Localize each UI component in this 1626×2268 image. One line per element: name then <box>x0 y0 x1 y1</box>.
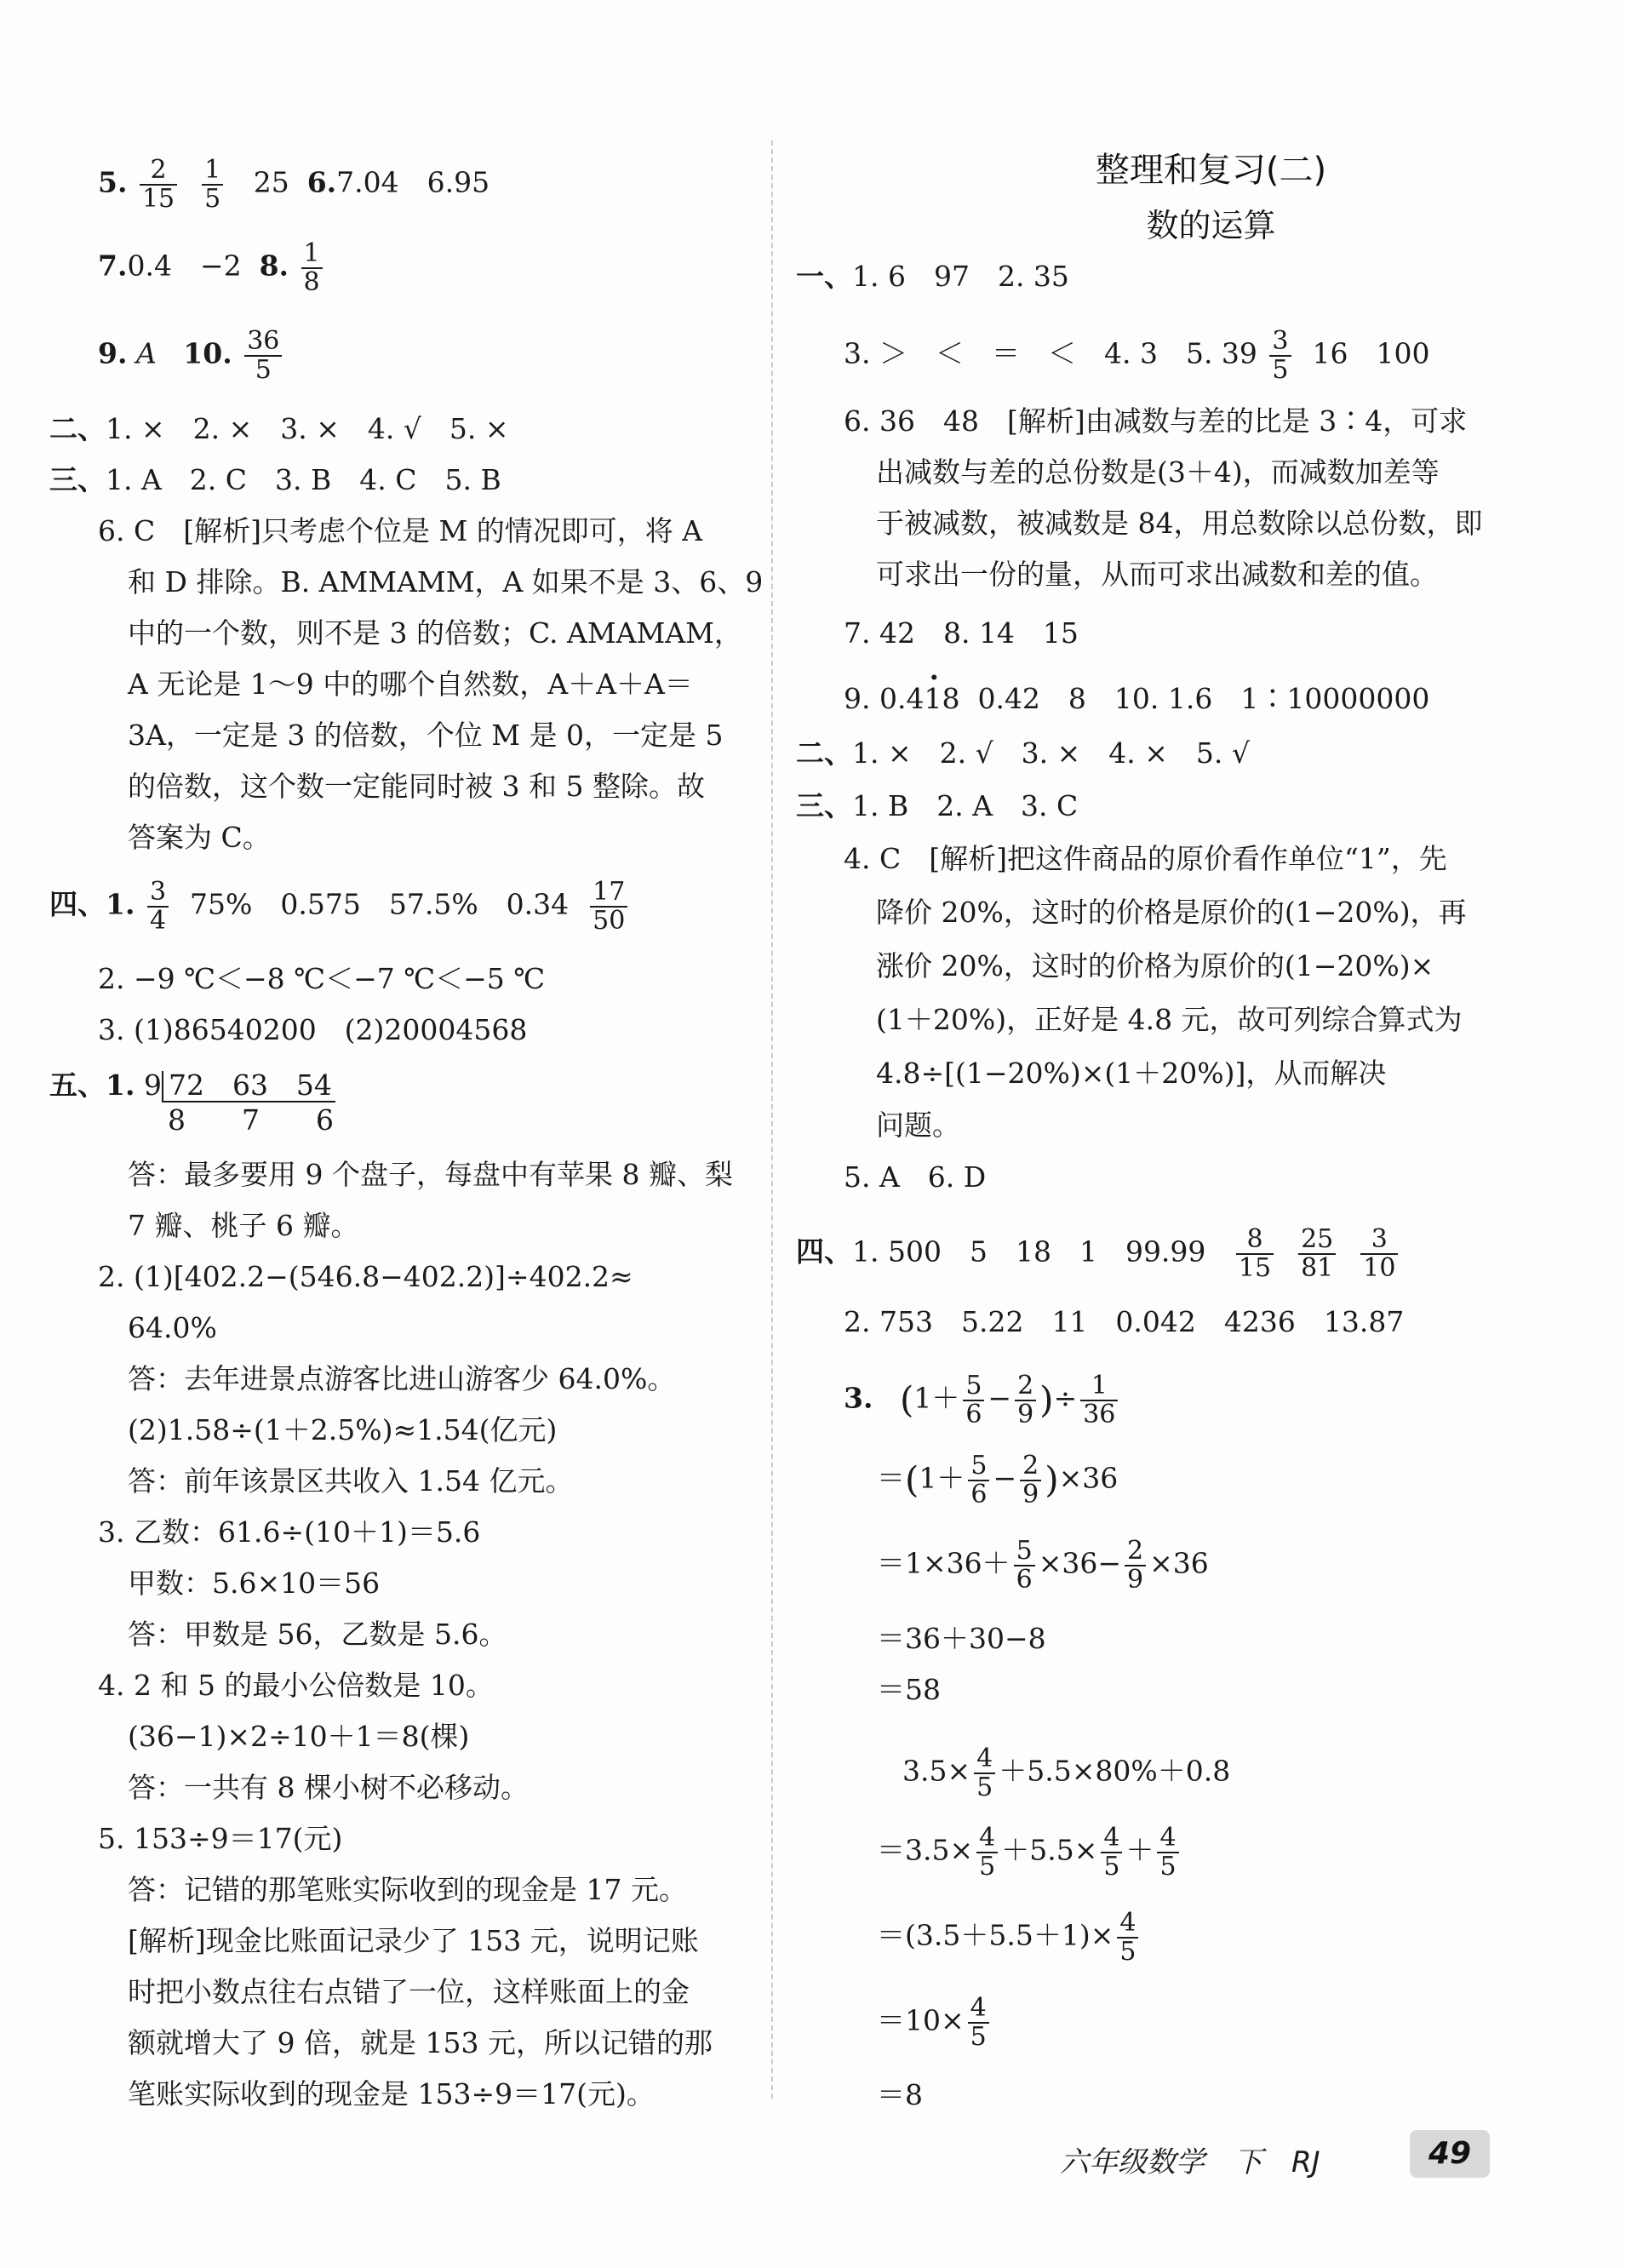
answer-text: 7 瓣、桃子 6 瓣。 <box>128 1209 359 1242</box>
calc-2-line-1: 3.5× $\frac{4}{5}$ ＋5.5×80%＋0.8 <box>902 1744 1231 1802</box>
part-3-q4: 涨价 20%，这时的价格为原价的(1−20%)× <box>876 949 1434 982</box>
footer-label: 六年级数学 下 RJ <box>1060 2145 1320 2179</box>
answer-text: 5. 153÷9＝17(元) <box>98 1822 343 1855</box>
answer-line-5-6: 5. $\frac{2}{15}$ $\frac{1}{5}$ 25 6.7.04 6.95 <box>98 155 490 214</box>
fraction: $\frac{5}{6}$ <box>963 1372 984 1428</box>
part-1-q3-5: 3. ＞ ＜ ＝ ＜ 4. 3 5. 39 $\frac{3}{5}$ 16 100 <box>844 326 1430 385</box>
section-3-q6: A 无论是 1～9 中的哪个自然数，A＋A＋A＝ <box>128 667 693 701</box>
part-3-q4: 4.8÷[(1−20%)×(1＋20%)]，从而解决 <box>876 1057 1387 1090</box>
part-3-q4: 问题。 <box>876 1108 960 1142</box>
section-3-q6: 中的一个数，则不是 3 的倍数；C. AMAMAM， <box>128 616 742 650</box>
section-4-q1: 四、1. $\frac{3}{4}$ 75% 0.575 57.5% 0.34 $\frac{17}{50}$ <box>49 879 631 934</box>
part-3-q4: 4. C [解析]把这件商品的原价看作单位“1”，先 <box>844 842 1447 875</box>
fraction: $\frac{5}{6}$ <box>1014 1538 1035 1593</box>
calc-2-line-2: ＝3.5× $\frac{4}{5}$ ＋5.5× $\frac{4}{5}$ ＋ $\frac{4}{5}$ <box>877 1824 1182 1880</box>
answer-text: 甲数：5.6×10＝56 <box>128 1566 381 1600</box>
calc-2-line-3: ＝(3.5＋5.5＋1)× $\frac{4}{5}$ <box>877 1910 1142 1965</box>
answer-text: 笔账实际收到的现金是 153÷9＝17(元)。 <box>128 2077 655 2110</box>
section-3-q6: 3A，一定是 3 的倍数，个位 M 是 0，一定是 5 <box>128 719 724 752</box>
calc-1-line-1: 3. (1＋ $\frac{5}{6}$ − $\frac{2}{9}$ )÷ $\frac{1}{36}$ <box>844 1372 1121 1428</box>
part-3-q4: (1＋20%)，正好是 4.8 元，故可列综合算式为 <box>876 1003 1463 1036</box>
part-1-q7-8: 7. 42 8. 14 15 <box>844 616 1079 650</box>
fraction: $\frac{1}{8}$ <box>301 240 323 295</box>
fraction: $\frac{25}{81}$ <box>1298 1226 1336 1281</box>
calc-1-line-5: ＝58 <box>877 1673 941 1706</box>
part-1-q6: 出减数与差的总份数是(3＋4)，而减数加差等 <box>876 455 1440 489</box>
section-3-q6: 和 D 排除。B. AMMAMM，A 如果不是 3、6、9 <box>128 565 764 598</box>
answer-text: 时把小数点往右点错了一位，这样账面上的金 <box>128 1975 690 2008</box>
fraction: $\frac{2}{9}$ <box>1125 1538 1146 1593</box>
fraction: $\frac{4}{5}$ <box>974 1745 995 1801</box>
calc-1-line-3: ＝1×36＋ $\frac{5}{6}$ ×36− $\frac{2}{9}$ ×36 <box>877 1536 1209 1595</box>
section-2-answers: 二、1. × 2. × 3. × 4. √ 5. × <box>49 412 509 445</box>
fraction: $\frac{3}{4}$ <box>147 879 169 934</box>
fraction: $\frac{3}{5}$ <box>1269 328 1291 383</box>
answer-text: 答：一共有 8 棵小树不必移动。 <box>128 1771 529 1804</box>
part-4-q1: 四、1. 500 5 18 1 99.99 $\frac{8}{15}$ $\frac{25}{81}$ $\frac{3}{10}$ <box>796 1226 1401 1281</box>
fraction: $\frac{1}{36}$ <box>1080 1372 1118 1428</box>
fraction: $\frac{4}{5}$ <box>976 1824 998 1880</box>
fraction: $\frac{8}{15}$ <box>1236 1226 1274 1281</box>
page-number: 49 <box>1410 2130 1490 2178</box>
section-3-q6: 答案为 C。 <box>128 821 271 854</box>
answer-text: 额就增大了 9 倍，就是 153 元，所以记错的那 <box>128 2026 713 2059</box>
fraction: $\frac{17}{50}$ <box>590 879 627 934</box>
part-3-q4: 降价 20%，这时的价格是原价的(1−20%)，再 <box>876 896 1467 929</box>
answer-line-9-10: 9. A 10. $\frac{36}{5}$ <box>98 328 285 383</box>
fraction: $\frac{4}{5}$ <box>1117 1910 1138 1965</box>
section-5-q1-division: 五、1. 9 72 63 54 8 7 6 <box>49 1068 334 1137</box>
calc-2-line-4: ＝10× $\frac{4}{5}$ <box>877 1995 993 2050</box>
section-4-q3: 3. (1)86540200 (2)20004568 <box>98 1013 528 1046</box>
part-4-q2: 2. 753 5.22 11 0.042 4236 13.87 <box>844 1305 1405 1338</box>
answer-line-7-8: 7.0.4 −2 8. $\frac{1}{8}$ <box>98 240 326 295</box>
part-3-answers: 三、1. B 2. A 3. C <box>796 789 1079 822</box>
short-division: 9 72 63 54 8 7 6 <box>143 1068 334 1137</box>
answer-text: (2)1.58÷(1＋2.5%)≈1.54(亿元) <box>128 1413 558 1446</box>
fraction: $\frac{4}{5}$ <box>1157 1824 1178 1880</box>
calc-1-line-4: ＝36＋30−8 <box>877 1622 1046 1655</box>
section-3-answers: 三、1. A 2. C 3. B 4. C 5. B <box>49 463 501 496</box>
answer-text: 4. 2 和 5 的最小公倍数是 10。 <box>98 1669 494 1702</box>
answer-text: 答：记错的那笔账实际收到的现金是 17 元。 <box>128 1873 687 1906</box>
section-3-q6: 的倍数，这个数一定能同时被 3 和 5 整除。故 <box>128 770 705 803</box>
fraction: $\frac{2}{9}$ <box>1015 1372 1036 1428</box>
section-3-q6: 6. C [解析]只考虑个位是 M 的情况即可，将 A <box>98 514 703 547</box>
part-1-q6: 于被减数，被减数是 84，用总数除以总份数，即 <box>876 507 1483 540</box>
repeating-digits: · 18 <box>924 682 959 715</box>
fraction: $\frac{5}{6}$ <box>968 1452 989 1508</box>
part-1-q6: 可求出一份的量，从而可求出减数和差的值。 <box>876 558 1438 591</box>
answer-text: 2. (1)[402.2−(546.8−402.2)]÷402.2≈ <box>98 1260 633 1293</box>
column-divider <box>771 140 773 2099</box>
section-4-q2: 2. −9 ℃＜−8 ℃＜−7 ℃＜−5 ℃ <box>98 962 546 995</box>
calc-2-line-5: ＝8 <box>877 2078 923 2111</box>
fraction: $\frac{4}{5}$ <box>968 1995 989 2050</box>
section-title: 整理和复习(二) <box>1095 151 1327 190</box>
answer-text: 64.0% <box>128 1311 217 1344</box>
answer-text: 答：甲数是 56，乙数是 5.6。 <box>128 1618 507 1651</box>
fraction: $\frac{36}{5}$ <box>244 328 282 383</box>
fraction: $\frac{4}{5}$ <box>1101 1824 1122 1880</box>
answer-text: 3. 乙数：61.6÷(10＋1)＝5.6 <box>98 1515 481 1549</box>
part-3-q5-6: 5. A 6. D <box>844 1160 987 1194</box>
section-subtitle: 数的运算 <box>1146 207 1276 244</box>
answer-text: 答：最多要用 9 个盘子，每盘中有苹果 8 瓣、梨 <box>128 1158 733 1191</box>
answer-text: 答：前年该景区共收入 1.54 亿元。 <box>128 1464 574 1498</box>
answer-text: (36−1)×2÷10＋1＝8(棵) <box>128 1720 470 1753</box>
part-1-q6: 6. 36 48 [解析]由减数与差的比是 3∶4，可求 <box>844 404 1468 438</box>
part-2-answers: 二、1. × 2. √ 3. × 4. × 5. √ <box>796 736 1250 770</box>
part-1-q1-2: 一、1. 6 97 2. 35 <box>796 260 1069 293</box>
answer-text: [解析]现金比账面记录少了 153 元，说明记账 <box>128 1924 699 1957</box>
fraction: $\frac{2}{15}$ <box>140 157 177 212</box>
fraction: $\frac{3}{10}$ <box>1360 1226 1398 1281</box>
calc-1-line-2: ＝(1＋ $\frac{5}{6}$ − $\frac{2}{9}$ )×36 <box>877 1451 1119 1509</box>
fraction: $\frac{2}{9}$ <box>1020 1452 1041 1508</box>
answer-text: 答：去年进景点游客比进山游客少 64.0%。 <box>128 1362 676 1395</box>
part-1-q9-10: 9. 0.4· 18 0.42 8 10. 1.6 1∶10000000 <box>844 684 1429 713</box>
fraction: $\frac{1}{5}$ <box>202 157 223 212</box>
